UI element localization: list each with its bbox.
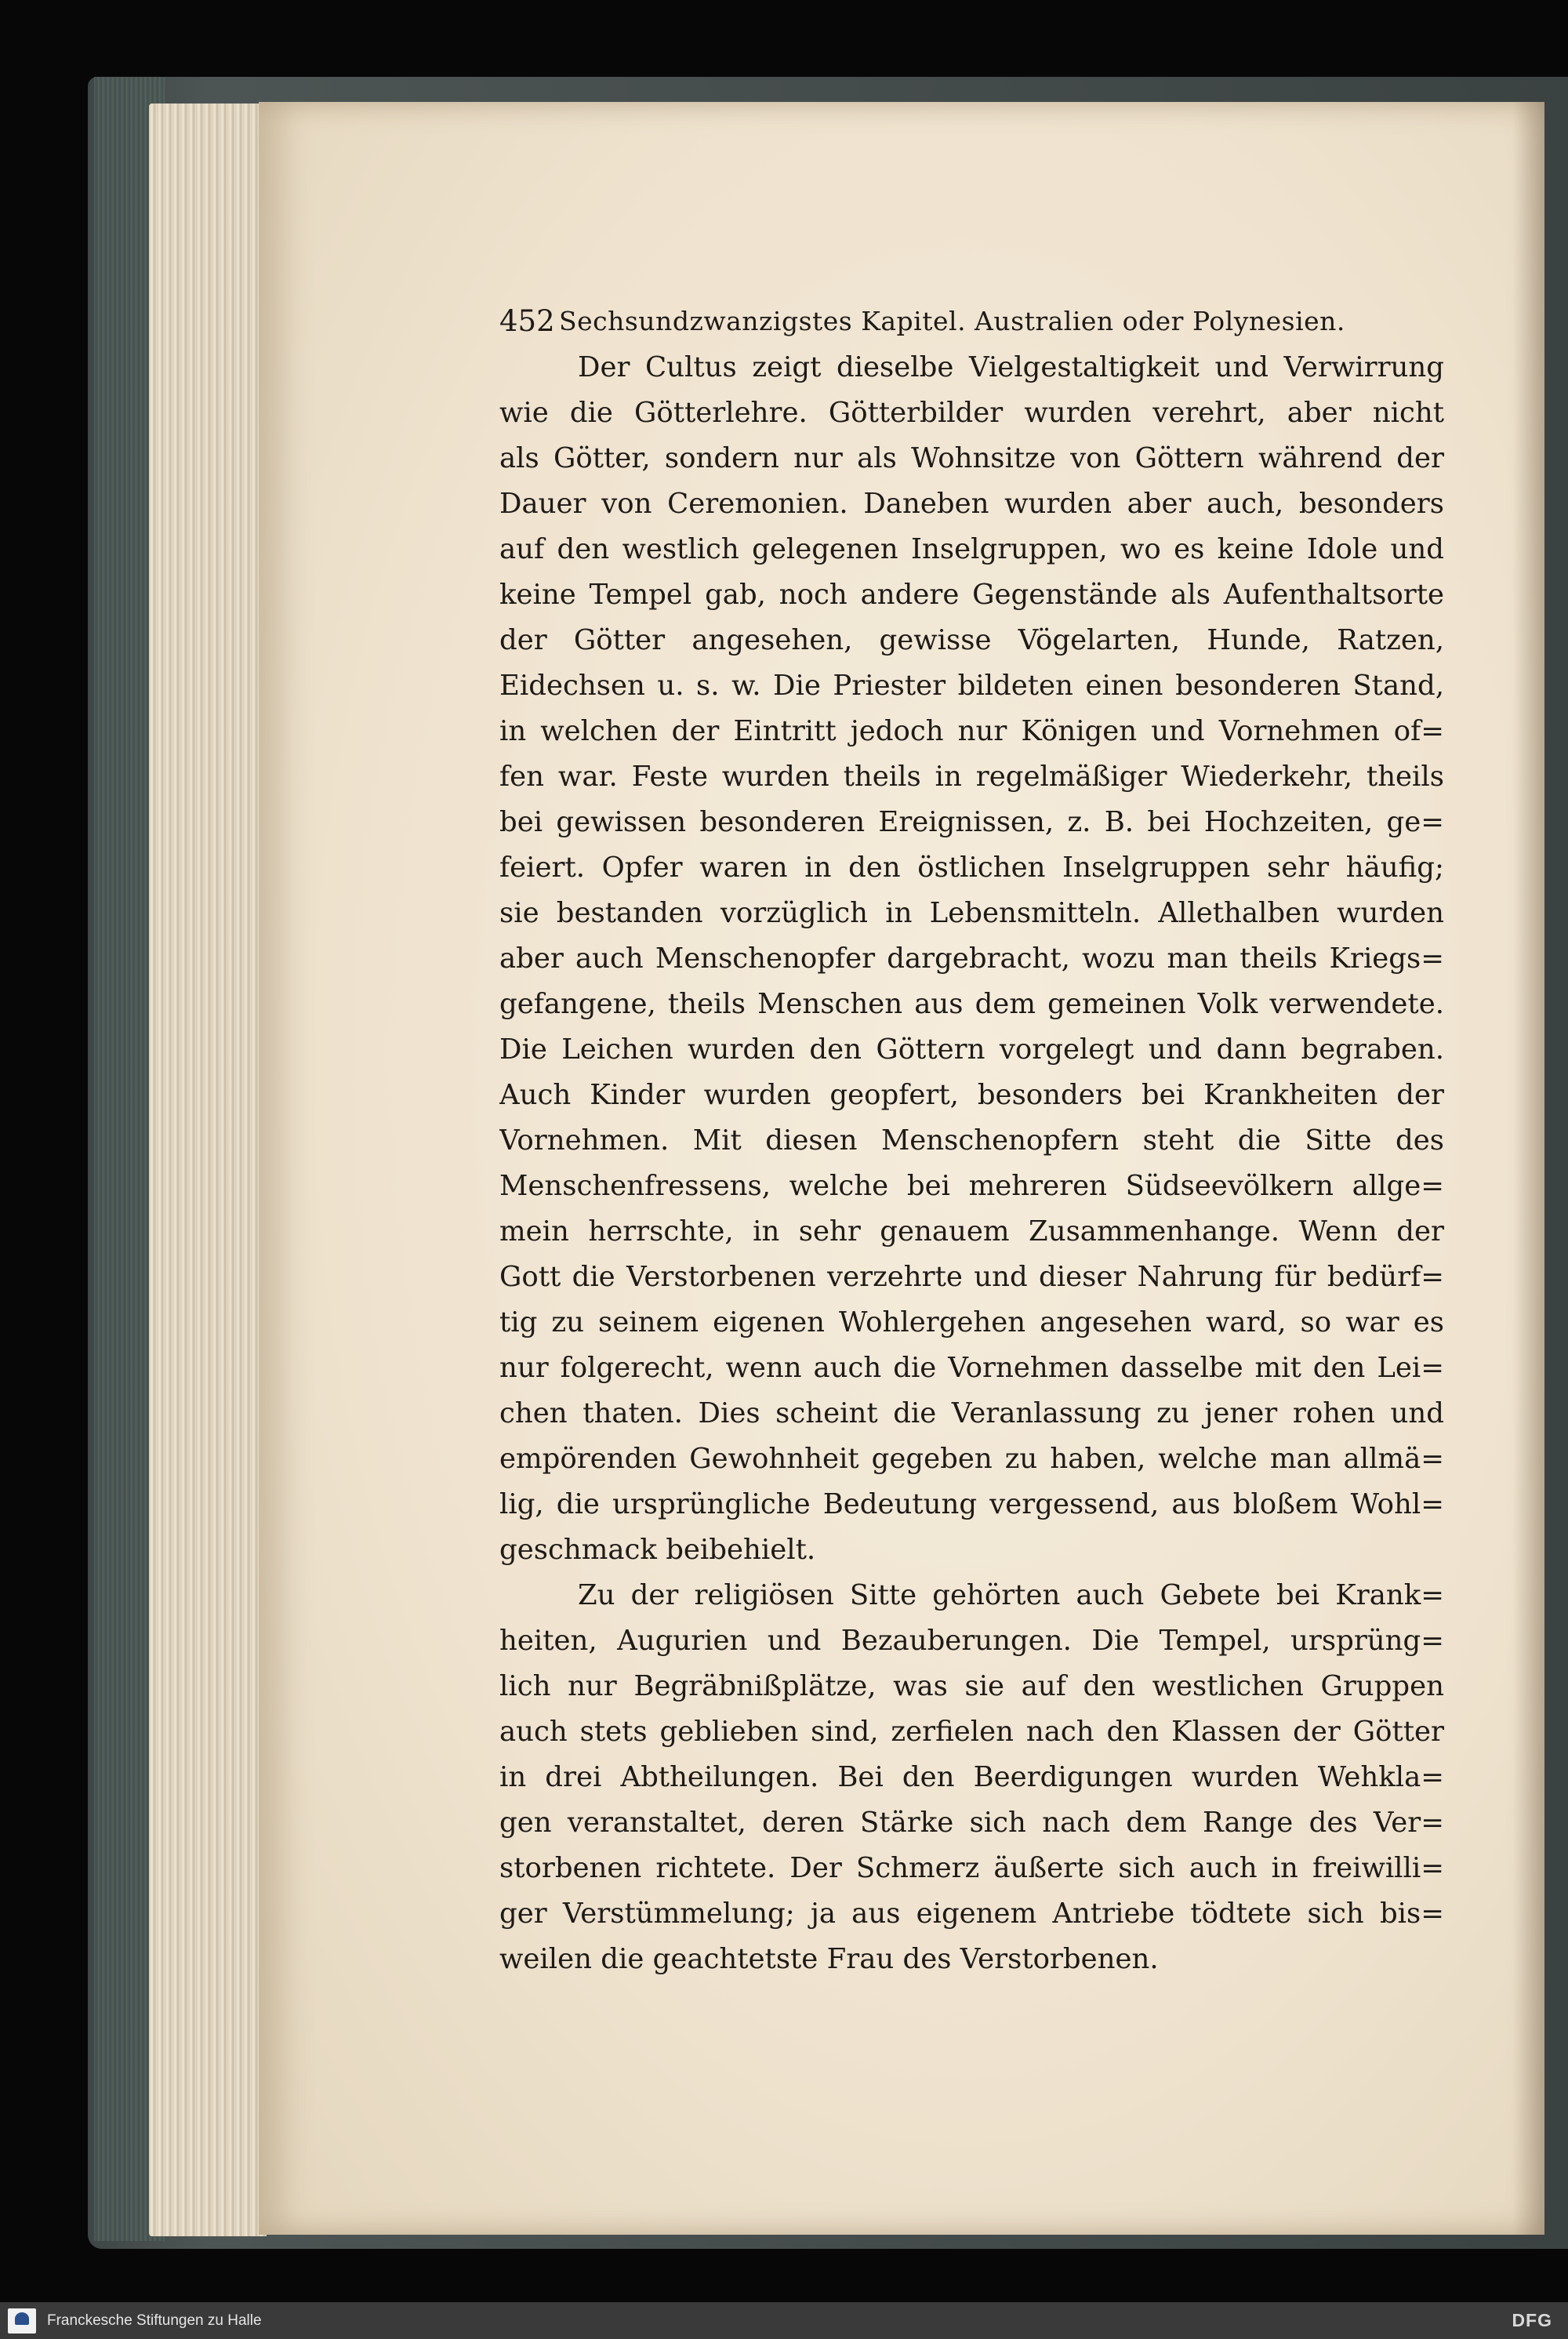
text-line: Eidechsen u. s. w. Die Priester bildeten einen besonderen Stand, — [499, 670, 1444, 702]
text-line: in welchen der Eintritt jedoch nur Königen und Vornehmen of= — [499, 715, 1444, 747]
paragraph-1 — [499, 345, 1444, 1573]
text-line: lich nur Begräbnißplätze, was sie auf den westlichen Gruppen — [499, 1670, 1444, 1702]
text-line: weilen die geachtetste Frau des Verstorbenen. — [499, 1943, 1159, 1975]
text-line: Vornehmen. Mit diesen Menschenopfern steht die Sitte des — [499, 1124, 1444, 1157]
institution-name: Franckesche Stiftungen zu Halle — [47, 2312, 262, 2329]
text-line: lig, die ursprüngliche Bedeutung vergessend, aus bloßem Wohl= — [499, 1488, 1444, 1520]
text-line: empörenden Gewohnheit gegeben zu haben, welche man allmä= — [499, 1443, 1444, 1475]
text-line: Der Cultus zeigt dieselbe Vielgestaltigkeit und Verwirrung — [578, 351, 1444, 383]
text-line: Gott die Verstorbenen verzehrte und dieser Nahrung für bedürf= — [499, 1261, 1444, 1293]
text-line: keine Tempel gab, noch andere Gegenstände als Aufenthaltsorte — [499, 579, 1444, 611]
text-line: fen war. Feste wurden theils in regelmäßiger Wiederkehr, theils — [499, 761, 1444, 793]
text-line: gefangene, theils Menschen aus dem gemeinen Volk verwendete. — [499, 988, 1444, 1020]
funder-logo: DFG — [1512, 2310, 1552, 2330]
text-line: chen thaten. Dies scheint die Veranlassung zu jener rohen und — [499, 1397, 1444, 1429]
book-page — [259, 102, 1544, 2235]
running-head — [499, 298, 1444, 345]
text-line: als Götter, sondern nur als Wohnsitze von Göttern während der — [499, 442, 1444, 474]
text-line: nur folgerecht, wenn auch die Vornehmen dasselbe mit den Lei= — [499, 1352, 1444, 1384]
text-line: der Götter angesehen, gewisse Vögelarten, Hunde, Ratzen, — [499, 624, 1444, 656]
text-line: Dauer von Ceremonien. Daneben wurden aber auch, besonders — [499, 488, 1444, 520]
text-line: gen veranstaltet, deren Stärke sich nach dem Range des Ver= — [499, 1807, 1444, 1839]
text-line: ger Verstümmelung; ja aus eigenem Antriebe tödtete sich bis= — [499, 1898, 1444, 1930]
running-title: Sechsundzwanzigstes Kapitel. Australien oder Polynesien. — [559, 306, 1345, 336]
text-line: Die Leichen wurden den Göttern vorgelegt und dann begraben. — [499, 1033, 1444, 1066]
institution-logo-icon — [8, 2308, 36, 2334]
text-line: Menschenfressens, welche bei mehreren Südseevölkern allge= — [499, 1170, 1444, 1202]
page-number: 452 — [499, 304, 555, 338]
text-line: heiten, Augurien und Bezauberungen. Die Tempel, ursprüng= — [499, 1625, 1444, 1657]
footer-bar — [0, 2302, 1568, 2339]
paragraph-2 — [499, 1573, 1444, 1982]
text-line: auf den westlich gelegenen Inselgruppen, wo es keine Idole und — [499, 533, 1444, 565]
text-block — [499, 298, 1444, 1982]
text-line: in drei Abtheilungen. Bei den Beerdigungen wurden Wehkla= — [499, 1761, 1444, 1793]
text-line: auch stets geblieben sind, zerfielen nach den Klassen der Götter — [499, 1716, 1444, 1748]
text-line: Auch Kinder wurden geopfert, besonders bei Krankheiten der — [499, 1079, 1444, 1111]
text-line: bei gewissen besonderen Ereignissen, z. B. bei Hochzeiten, ge= — [499, 806, 1444, 838]
text-line: geschmack beibehielt. — [499, 1534, 816, 1566]
text-line: Zu der religiösen Sitte gehörten auch Gebete bei Krank= — [578, 1579, 1444, 1611]
text-line: aber auch Menschenopfer dargebracht, wozu man theils Kriegs= — [499, 943, 1444, 975]
text-line: feiert. Opfer waren in den östlichen Inselgruppen sehr häufig; — [499, 852, 1444, 884]
page-stack — [149, 104, 267, 2236]
text-line: sie bestanden vorzüglich in Lebensmitteln. Allethalben wurden — [499, 897, 1444, 929]
text-line: mein herrschte, in sehr genauem Zusammenhange. Wenn der — [499, 1215, 1444, 1248]
text-line: storbenen richtete. Der Schmerz äußerte sich auch in freiwilli= — [499, 1852, 1444, 1884]
text-line: wie die Götterlehre. Götterbilder wurden verehrt, aber nicht — [499, 397, 1444, 429]
text-line: tig zu seinem eigenen Wohlergehen angesehen ward, so war es — [499, 1306, 1444, 1338]
page-gutter-shadow — [1513, 102, 1544, 2235]
